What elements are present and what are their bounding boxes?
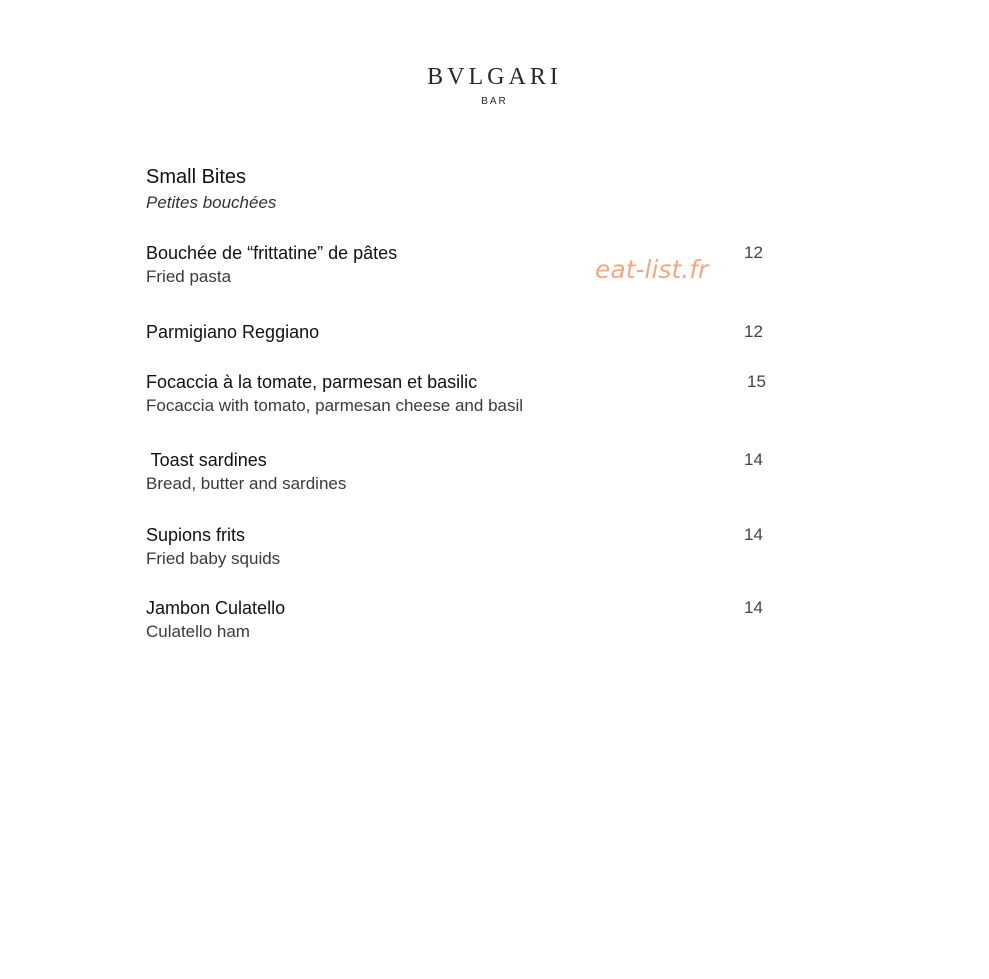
menu-item-name: Toast sardines bbox=[146, 450, 267, 470]
menu-item bbox=[146, 596, 766, 644]
brand-logo: BVLGARI bbox=[427, 64, 562, 90]
menu-item-price: 12 bbox=[744, 243, 763, 262]
menu-item-price: 14 bbox=[744, 450, 763, 469]
menu-item bbox=[146, 523, 766, 571]
menu-item-price: 15 bbox=[747, 372, 766, 391]
menu-item-name: Supions frits bbox=[146, 525, 246, 545]
section-title: Small Bites bbox=[146, 166, 247, 188]
menu-item-price: 14 bbox=[744, 598, 763, 617]
menu-item-price: 12 bbox=[744, 322, 763, 341]
menu-item-name: Focaccia à la tomate, parmesan et basilic bbox=[146, 372, 478, 392]
watermark: eat-list.fr bbox=[595, 255, 709, 284]
menu-item bbox=[146, 448, 766, 496]
section-subtitle: Petites bouchées bbox=[146, 193, 277, 212]
menu-item-name: Parmigiano Reggiano bbox=[146, 322, 320, 342]
menu-item-price: 14 bbox=[744, 525, 763, 544]
brand-subtitle: BAR bbox=[481, 96, 508, 107]
menu-item-description: Focaccia with tomato, parmesan cheese and basil bbox=[146, 396, 524, 415]
menu-item-description: Bread, butter and sardines bbox=[146, 474, 347, 493]
menu-item-description: Culatello ham bbox=[146, 622, 250, 641]
menu-item-name: Bouchée de “frittatine” de pâtes bbox=[146, 243, 398, 263]
menu-item-description: Fried pasta bbox=[146, 267, 232, 286]
menu-item bbox=[146, 370, 766, 418]
menu-item-description: Fried baby squids bbox=[146, 549, 281, 568]
brand-header bbox=[0, 62, 989, 107]
menu-item bbox=[146, 320, 766, 344]
menu-item-name: Jambon Culatello bbox=[146, 598, 286, 618]
